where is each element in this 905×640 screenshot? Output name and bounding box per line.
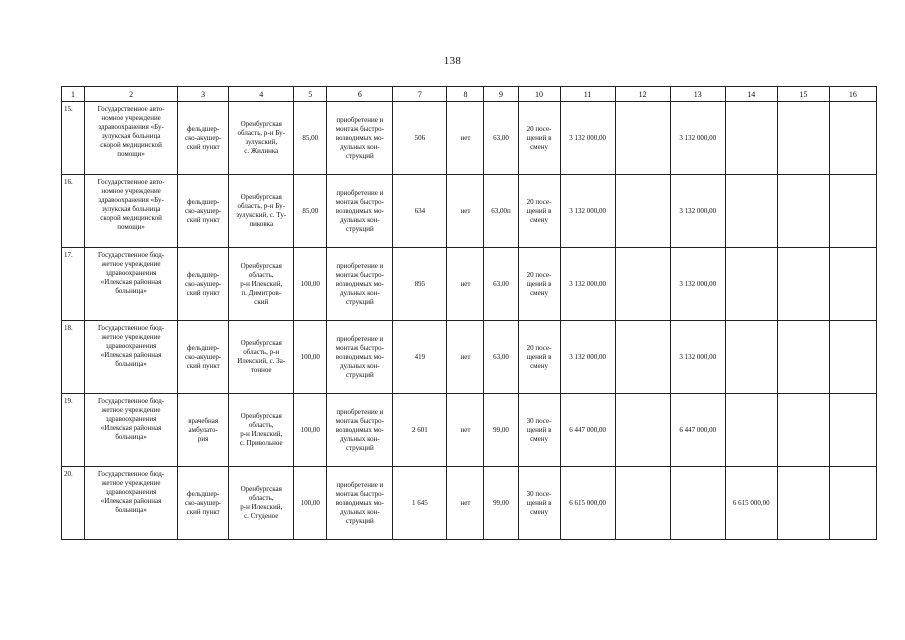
cell-col13-text: 3 132 000,00 <box>679 133 717 142</box>
work-description <box>327 248 393 321</box>
cell-col5-text: 100,00 <box>300 498 320 507</box>
cell-col13 <box>670 175 725 248</box>
cell-col13 <box>670 467 725 540</box>
cell-col5 <box>294 467 327 540</box>
cell-col14 <box>725 248 777 321</box>
cell-col14-text: 6 615 000,00 <box>732 498 770 507</box>
cell-col11 <box>560 467 615 540</box>
cell-col14 <box>725 321 777 394</box>
capacity <box>518 321 560 394</box>
table-row <box>62 394 877 467</box>
organization-name <box>85 248 178 321</box>
capacity <box>518 102 560 175</box>
cell-col5-text: 100,00 <box>300 279 320 288</box>
cell-col16 <box>829 175 876 248</box>
cell-col8 <box>447 175 484 248</box>
row-number <box>62 175 85 248</box>
cell-col11 <box>560 175 615 248</box>
cell-col8 <box>447 248 484 321</box>
cell-col11-text: 6 447 000,00 <box>569 425 606 434</box>
column-header: 8 <box>447 87 484 102</box>
cell-col11-text: 3 132 000,00 <box>569 206 606 215</box>
row-number <box>62 102 85 175</box>
facility-location <box>229 321 294 394</box>
facility-location-text: Оренбургская область, р-н Илекский, с. За- тонное <box>237 339 286 374</box>
cell-col7 <box>393 175 447 248</box>
cell-col13-text: 3 132 000,00 <box>679 206 717 215</box>
organization-name-text: Государственное авто- номное учреждение здравоохранения «Бу- зулукская больница скорой медицинской помощи» <box>97 105 165 158</box>
column-header: 5 <box>294 87 327 102</box>
cell-col5-text: 100,00 <box>300 425 320 434</box>
capacity <box>518 248 560 321</box>
cell-col16 <box>829 321 876 394</box>
column-header: 1 <box>62 87 85 102</box>
cell-col7 <box>393 102 447 175</box>
cell-col12 <box>615 175 670 248</box>
cell-col9-text: 63,00 <box>493 352 509 361</box>
cell-col7-text: 1 645 <box>412 498 428 507</box>
cell-col5-text: 85,00 <box>302 133 319 142</box>
facility-type-text: фельдшер- ско-акушер- ский пункт <box>185 343 222 370</box>
cell-col8 <box>447 321 484 394</box>
column-header: 10 <box>518 87 560 102</box>
facility-type-text: врачебная амбулато- рия <box>188 416 219 443</box>
work-description-text: приобретение и монтаж быстро- возводимых мо- дульных кон- струкций <box>335 407 385 452</box>
work-description-text: приобретение и монтаж быстро- возводимых мо- дульных кон- струкций <box>335 480 385 525</box>
row-number <box>62 467 85 540</box>
facility-type-text: фельдшер- ско-акушер- ский пункт <box>185 124 222 151</box>
column-header: 7 <box>393 87 447 102</box>
capacity <box>518 394 560 467</box>
organization-name <box>85 321 178 394</box>
cell-col14 <box>725 394 777 467</box>
cell-col11-text: 3 132 000,00 <box>569 133 606 142</box>
facility-type-text: фельдшер- ско-акушер- ский пункт <box>185 489 222 516</box>
organization-name-text: Государственное бюд- жетное учреждение здравоохранения «Илекская районная больница» <box>97 397 165 441</box>
facility-location-text: Оренбургская область, р-н Илекский, с. Привольное <box>239 412 283 447</box>
cell-col13 <box>670 321 725 394</box>
work-description <box>327 321 393 394</box>
capacity-text: 20 посе- щений в смену <box>526 270 552 297</box>
work-description-text: приобретение и монтаж быстро- возводимых мо- дульных кон- струкций <box>335 115 385 160</box>
cell-col11 <box>560 102 615 175</box>
cell-col7-text: 634 <box>414 206 426 215</box>
work-description-text: приобретение и монтаж быстро- возводимых мо- дульных кон- струкций <box>335 188 385 233</box>
cell-col15 <box>777 175 829 248</box>
cell-col11-text: 3 132 000,00 <box>569 279 606 288</box>
table-row <box>62 321 877 394</box>
facility-type <box>178 175 229 248</box>
cell-col14 <box>725 102 777 175</box>
cell-col9 <box>484 467 518 540</box>
cell-col12 <box>615 394 670 467</box>
capacity-text: 20 посе- щений в смену <box>526 197 552 224</box>
cell-col7 <box>393 248 447 321</box>
capacity-text: 20 посе- щений в смену <box>526 343 552 370</box>
work-description <box>327 467 393 540</box>
cell-col16 <box>829 102 876 175</box>
cell-col8-text: нет <box>460 498 471 507</box>
cell-col8 <box>447 467 484 540</box>
cell-col15 <box>777 102 829 175</box>
organization-name <box>85 102 178 175</box>
cell-col11 <box>560 394 615 467</box>
cell-col13-text: 3 132 000,00 <box>679 279 717 288</box>
cell-col9-text: 99,00 <box>493 425 509 434</box>
cell-col5 <box>294 248 327 321</box>
cell-col7 <box>393 467 447 540</box>
row-number-text: 17. <box>64 251 73 259</box>
cell-col12 <box>615 102 670 175</box>
table-row <box>62 467 877 540</box>
work-description <box>327 394 393 467</box>
cell-col11-text: 6 615 000,00 <box>569 498 606 507</box>
cell-col15 <box>777 248 829 321</box>
cell-col9 <box>484 102 518 175</box>
organization-name <box>85 175 178 248</box>
column-header: 2 <box>85 87 178 102</box>
column-header: 9 <box>484 87 518 102</box>
row-number <box>62 394 85 467</box>
cell-col9 <box>484 394 518 467</box>
table-row <box>62 175 877 248</box>
cell-col8-text: нет <box>460 133 471 142</box>
cell-col8 <box>447 394 484 467</box>
facility-type-text: фельдшер- ско-акушер- ский пункт <box>185 197 222 224</box>
facility-location <box>229 467 294 540</box>
cell-col8-text: нет <box>460 279 471 288</box>
cell-col7-text: 895 <box>414 279 426 288</box>
cell-col5 <box>294 175 327 248</box>
column-header: 4 <box>229 87 294 102</box>
cell-col11 <box>560 248 615 321</box>
cell-col14 <box>725 175 777 248</box>
organization-name <box>85 467 178 540</box>
cell-col8 <box>447 102 484 175</box>
cell-col5 <box>294 102 327 175</box>
cell-col11-text: 3 132 000,00 <box>569 352 606 361</box>
row-number-text: 19. <box>64 397 73 405</box>
column-header: 15 <box>777 87 829 102</box>
table-body <box>62 102 877 540</box>
organization-name-text: Государственное бюд- жетное учреждение здравоохранения «Илекская районная больница» <box>97 251 165 295</box>
cell-col8-text: нет <box>460 352 471 361</box>
row-number-text: 20. <box>64 470 73 478</box>
facility-location-text: Оренбургская область, р-н Бу- зулукский, с. Ту- пиковка <box>236 193 287 228</box>
cell-col11 <box>560 321 615 394</box>
cell-col5-text: 85,00 <box>302 206 319 215</box>
work-description <box>327 102 393 175</box>
cell-col13-text: 3 132 000,00 <box>679 352 717 361</box>
row-number-text: 15. <box>64 105 73 113</box>
data-table <box>61 86 877 540</box>
cell-col9 <box>484 175 518 248</box>
cell-col5 <box>294 394 327 467</box>
facility-type <box>178 394 229 467</box>
capacity-text: 30 посе- щений в смену <box>526 489 552 516</box>
cell-col16 <box>829 248 876 321</box>
row-number <box>62 321 85 394</box>
cell-col12 <box>615 467 670 540</box>
cell-col9-text: 63,00 <box>493 133 509 142</box>
cell-col13-text: 6 447 000,00 <box>679 425 717 434</box>
cell-col13 <box>670 394 725 467</box>
cell-col15 <box>777 467 829 540</box>
column-header: 16 <box>829 87 876 102</box>
cell-col7-text: 2 601 <box>412 425 428 434</box>
cell-col8-text: нет <box>460 206 471 215</box>
facility-location-text: Оренбургская область, р-н Илекский, с. Студеное <box>240 485 283 520</box>
work-description <box>327 175 393 248</box>
cell-col7 <box>393 394 447 467</box>
cell-col15 <box>777 321 829 394</box>
facility-location <box>229 248 294 321</box>
organization-name-text: Государственное бюд- жетное учреждение здравоохранения «Илекская районная больница» <box>97 470 165 514</box>
facility-location <box>229 175 294 248</box>
page-number: 138 <box>443 55 462 67</box>
cell-col5-text: 100,00 <box>300 352 320 361</box>
row-number <box>62 248 85 321</box>
facility-type <box>178 248 229 321</box>
capacity <box>518 175 560 248</box>
row-number-text: 18. <box>64 324 73 332</box>
cell-col9 <box>484 321 518 394</box>
capacity-text: 30 посе- щений в смену <box>526 416 552 443</box>
cell-col5 <box>294 321 327 394</box>
cell-col12 <box>615 321 670 394</box>
facility-location-text: Оренбургская область, р-н Илекский, п. Димитров- ский <box>240 261 283 306</box>
column-header: 3 <box>178 87 229 102</box>
facility-location <box>229 394 294 467</box>
work-description-text: приобретение и монтаж быстро- возводимых мо- дульных кон- струкций <box>335 334 385 379</box>
cell-col13 <box>670 248 725 321</box>
organization-name-text: Государственное авто- номное учреждение здравоохранения «Бу- зулукская больница скорой медицинской помощи» <box>97 178 165 231</box>
facility-type <box>178 467 229 540</box>
facility-location-text: Оренбургская область, р-н Бу- зулукский, с. Жилинка <box>237 120 285 155</box>
cell-col13 <box>670 102 725 175</box>
cell-col16 <box>829 467 876 540</box>
cell-col9-text: 63,00 <box>493 279 509 288</box>
cell-col7 <box>393 321 447 394</box>
cell-col9 <box>484 248 518 321</box>
table-row <box>62 248 877 321</box>
facility-type <box>178 102 229 175</box>
column-header: 6 <box>327 87 393 102</box>
header-row <box>62 87 877 102</box>
capacity-text: 20 посе- щений в смену <box>526 124 552 151</box>
cell-col9-text: 99,00 <box>493 498 509 507</box>
facility-location <box>229 102 294 175</box>
column-header: 13 <box>670 87 725 102</box>
cell-col7-text: 419 <box>414 352 426 361</box>
organization-name <box>85 394 178 467</box>
column-header: 11 <box>560 87 615 102</box>
column-header: 12 <box>615 87 670 102</box>
cell-col16 <box>829 394 876 467</box>
column-header: 14 <box>725 87 777 102</box>
cell-col7-text: 506 <box>414 133 426 142</box>
cell-col15 <box>777 394 829 467</box>
cell-col9-text: 63,00п <box>491 206 511 215</box>
cell-col14 <box>725 467 777 540</box>
cell-col12 <box>615 248 670 321</box>
work-description-text: приобретение и монтаж быстро- возводимых мо- дульных кон- струкций <box>335 261 385 306</box>
facility-type-text: фельдшер- ско-акушер- ский пункт <box>185 270 222 297</box>
row-number-text: 16. <box>64 178 73 186</box>
capacity <box>518 467 560 540</box>
table-row <box>62 102 877 175</box>
facility-type <box>178 321 229 394</box>
cell-col8-text: нет <box>460 425 471 434</box>
organization-name-text: Государственное бюд- жетное учреждение здравоохранения «Илекская районная больница» <box>97 324 165 368</box>
